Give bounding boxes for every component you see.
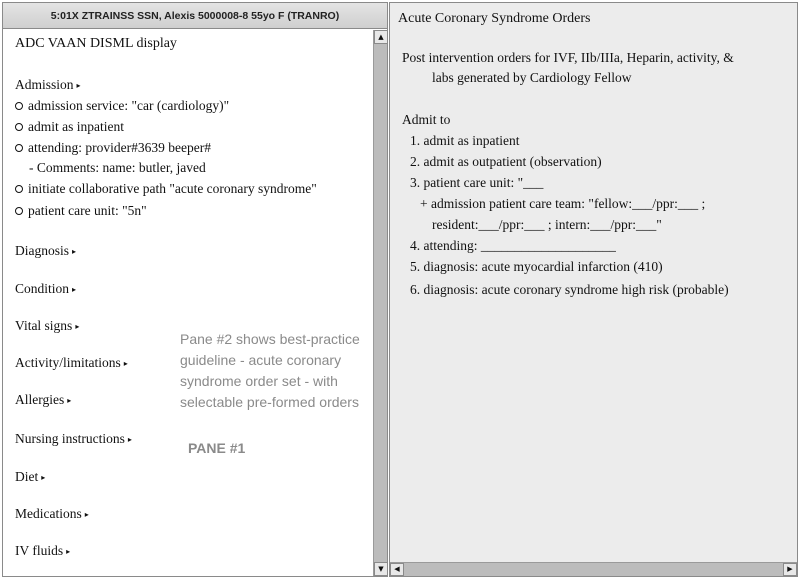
order-item[interactable] [15,203,147,219]
expand-arrow-icon: ▸ [84,510,89,519]
arrow-left-icon: ◀ [394,565,400,573]
section-admission[interactable] [15,77,81,93]
order-item[interactable] [15,181,317,197]
horizontal-scrollbar[interactable] [390,562,797,576]
expand-arrow-icon: ▸ [41,473,46,482]
section-diet[interactable] [15,469,45,485]
scroll-right-button[interactable] [783,563,797,576]
order-set-description: Post intervention orders for IVF, IIb/IIIa, Heparin, activity, & [402,50,734,65]
left-pane [2,2,388,577]
expand-arrow-icon: ▸ [72,247,77,256]
patient-header: 5:01X ZTRAINSS SSN, Alexis 5000008-8 55yo F (TRANRO) [3,3,387,29]
arrow-right-icon: ▶ [787,565,793,573]
order-item-label: admit as inpatient [28,119,124,134]
order-item[interactable] [15,119,124,135]
order-item-label: admission service: "car (cardiology)" [28,98,230,113]
order-item-label: attending: provider#3639 beeper# [28,140,211,155]
section-nursing[interactable] [15,431,132,447]
section-label: Allergies [15,392,65,407]
order-option[interactable]: 6. diagnosis: acute coronary syndrome high risk (probable) [410,282,729,297]
radio-bullet-icon [15,207,23,215]
section-iv-fluids[interactable] [15,543,70,559]
expand-arrow-icon: ▸ [67,396,72,405]
expand-arrow-icon: ▸ [123,359,128,368]
annotation-text: Pane #2 shows best-practice guideline - acute coronary syndrome order set - with selectable pre-formed orders [180,331,360,410]
expand-arrow-icon: ▸ [75,322,80,331]
order-set-description-cont: labs generated by Cardiology Fellow [432,70,632,85]
order-item[interactable] [15,140,211,156]
order-comment: - Comments: name: butler, javed [29,160,206,175]
section-label: Nursing instructions [15,431,125,446]
section-label: Activity/limitations [15,355,121,370]
section-diagnosis[interactable] [15,243,76,259]
scroll-left-button[interactable] [390,563,404,576]
expand-arrow-icon: ▸ [127,435,132,444]
expand-arrow-icon: ▸ [76,81,81,90]
expand-arrow-icon: ▸ [72,285,77,294]
arrow-down-icon: ▼ [378,565,384,573]
section-label: IV fluids [15,543,64,558]
order-option[interactable]: 1. admit as inpatient [410,133,520,148]
section-label: Admission [15,77,74,92]
right-pane [389,2,798,577]
vertical-scrollbar[interactable] [373,30,387,576]
pane-label: PANE #1 [188,440,246,456]
radio-bullet-icon [15,144,23,152]
order-option[interactable]: 2. admit as outpatient (observation) [410,154,602,169]
sub-order-option[interactable]: + admission patient care team: "fellow:___/ppr:___ ; [420,196,706,211]
admit-to-heading: Admit to [402,112,451,127]
arrow-up-icon: ▲ [378,33,384,41]
order-item-label: initiate collaborative path "acute coronary syndrome" [28,181,317,196]
order-item-label: patient care unit: "5n" [28,203,147,218]
order-option[interactable]: 3. patient care unit: "___ [410,175,544,190]
scroll-down-button[interactable] [374,562,388,576]
order-item[interactable] [15,98,229,114]
section-label: Diet [15,469,39,484]
radio-bullet-icon [15,102,23,110]
display-title: ADC VAAN DISML display [15,36,177,51]
scroll-up-button[interactable] [374,30,388,44]
section-medications[interactable] [15,506,89,522]
order-option[interactable]: 5. diagnosis: acute myocardial infarction (410) [410,259,663,274]
radio-bullet-icon [15,123,23,131]
section-condition[interactable] [15,281,76,297]
section-vital-signs[interactable] [15,318,79,334]
order-set-title: Acute Coronary Syndrome Orders [398,11,591,26]
order-option[interactable]: 4. attending: ____________________ [410,238,616,253]
section-allergies[interactable] [15,392,71,408]
radio-bullet-icon [15,185,23,193]
expand-arrow-icon: ▸ [66,547,71,556]
sub-order-option-cont: resident:___/ppr:___ ; intern:___/ppr:___" [432,217,662,232]
section-activity[interactable] [15,355,128,371]
section-label: Medications [15,506,82,521]
orders-display [3,30,373,560]
section-label: Vital signs [15,318,73,333]
section-label: Diagnosis [15,243,69,258]
section-label: Condition [15,281,70,296]
